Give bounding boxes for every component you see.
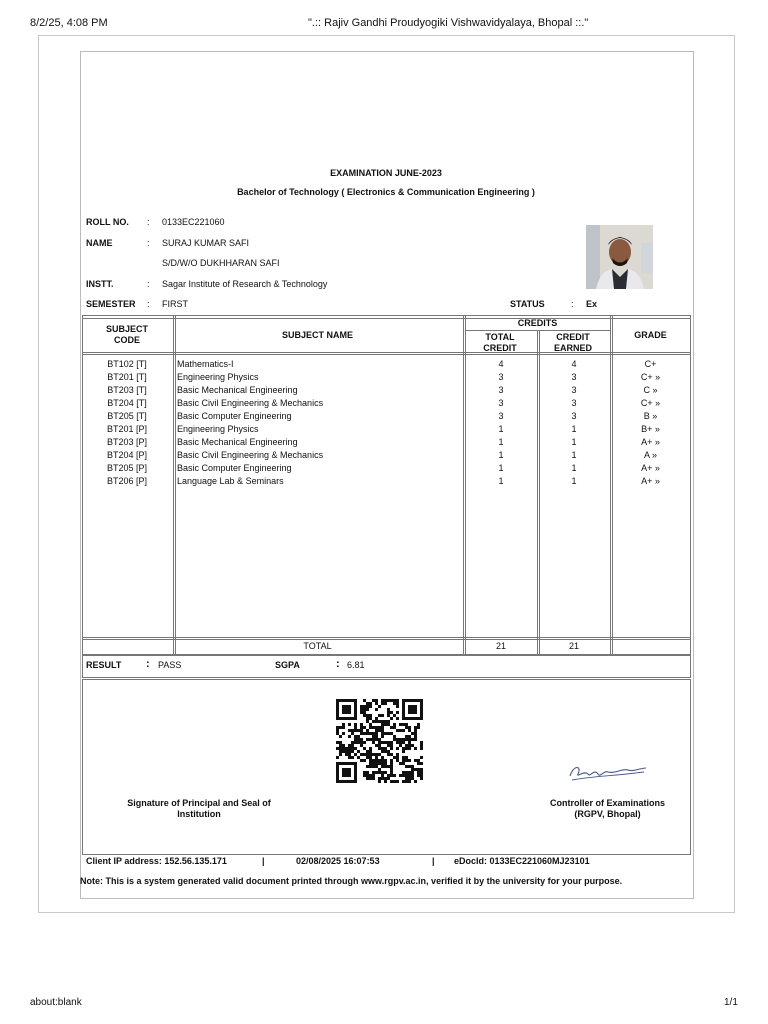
row-subject-name: Basic Mechanical Engineering bbox=[177, 385, 298, 395]
row-credit-earned: 3 bbox=[571, 372, 577, 382]
col-divider bbox=[463, 316, 464, 654]
header-subject-name: SUBJECT NAME bbox=[281, 330, 353, 340]
programme-title: Bachelor of Technology ( Electronics & Communication Engineering ) bbox=[237, 187, 535, 197]
separator: | bbox=[432, 856, 435, 866]
verification-note: Note: This is a system generated valid document printed through www.rgpv.ac.in, verified it by the university for your purpose. bbox=[80, 876, 623, 886]
row-subject-code: BT204 [P] bbox=[106, 450, 148, 460]
sgpa-value: 6.81 bbox=[347, 660, 365, 670]
row-grade: A » bbox=[643, 450, 657, 460]
row-credit-earned: 3 bbox=[571, 398, 577, 408]
total-credit: 21 bbox=[495, 641, 506, 651]
row-subject-name: Basic Computer Engineering bbox=[177, 463, 292, 473]
col-divider bbox=[175, 316, 176, 654]
institute-name: Sagar Institute of Research & Technology bbox=[162, 279, 328, 289]
row-credit-earned: 3 bbox=[571, 411, 577, 421]
colon: : bbox=[147, 238, 150, 248]
colon: : bbox=[336, 658, 340, 670]
row-grade: C+ bbox=[644, 359, 657, 369]
row-total-credit: 3 bbox=[498, 372, 504, 382]
row-grade: B » bbox=[643, 411, 658, 421]
row-subject-name: Language Lab & Seminars bbox=[177, 476, 284, 486]
col-divider bbox=[173, 316, 174, 654]
student-name: SURAJ KUMAR SAFI bbox=[162, 238, 250, 248]
total-earned: 21 bbox=[568, 641, 579, 651]
row-subject-code: BT201 [T] bbox=[107, 372, 147, 382]
controller-caption-line1: Controller of Examinations bbox=[549, 798, 665, 808]
name-label: NAME bbox=[86, 238, 113, 248]
result-value: PASS bbox=[158, 660, 182, 670]
colon: : bbox=[571, 299, 574, 309]
principal-signature-caption: Signature of Principal and Seal of Institution bbox=[127, 798, 271, 819]
row-subject-name: Mathematics-I bbox=[177, 359, 234, 369]
row-subject-code: BT203 [T] bbox=[107, 385, 147, 395]
row-total-credit: 1 bbox=[498, 476, 504, 486]
row-divider bbox=[465, 330, 610, 331]
total-label: TOTAL bbox=[303, 641, 332, 651]
header-grade: GRADE bbox=[634, 330, 667, 340]
exam-title: EXAMINATION JUNE-2023 bbox=[330, 168, 442, 178]
row-subject-name: Engineering Physics bbox=[177, 424, 259, 434]
row-subject-code: BT201 [P] bbox=[106, 424, 148, 434]
qr-code bbox=[336, 699, 424, 783]
row-credit-earned: 3 bbox=[571, 385, 577, 395]
header-total-credit: TOTAL CREDIT bbox=[483, 332, 517, 353]
separator: | bbox=[262, 856, 265, 866]
header-subject-code: SUBJECT CODE bbox=[105, 324, 148, 345]
status-label: STATUS bbox=[510, 299, 545, 309]
row-total-credit: 1 bbox=[498, 463, 504, 473]
roll-label: ROLL NO. bbox=[86, 217, 129, 227]
semester-value: FIRST bbox=[162, 299, 188, 309]
row-total-credit: 4 bbox=[498, 359, 504, 369]
sgpa-label: SGPA bbox=[275, 660, 300, 670]
col-divider bbox=[610, 316, 611, 654]
roll-number: 0133EC221060 bbox=[162, 217, 225, 227]
row-total-credit: 1 bbox=[498, 437, 504, 447]
row-grade: C+ » bbox=[640, 398, 661, 408]
row-subject-code: BT205 [P] bbox=[106, 463, 148, 473]
colon: : bbox=[147, 217, 150, 227]
row-total-credit: 1 bbox=[498, 424, 504, 434]
row-total-credit: 3 bbox=[498, 411, 504, 421]
row-subject-name: Basic Computer Engineering bbox=[177, 411, 292, 421]
row-divider bbox=[83, 637, 690, 638]
print-page-number: 1/1 bbox=[724, 997, 738, 1008]
row-grade: A+ » bbox=[641, 463, 660, 473]
print-footer-url: about:blank bbox=[30, 997, 82, 1008]
row-grade: B+ » bbox=[641, 424, 660, 434]
colon: : bbox=[147, 279, 150, 289]
row-grade: C+ » bbox=[640, 372, 661, 382]
parent-name: S/D/W/O DUKHHARAN SAFI bbox=[162, 258, 280, 268]
row-subject-name: Basic Civil Engineering & Mechanics bbox=[177, 450, 324, 460]
student-photo bbox=[586, 225, 653, 289]
result-label: RESULT bbox=[86, 660, 122, 670]
row-grade: A+ » bbox=[641, 476, 660, 486]
edoc-id: eDocId: 0133EC221060MJ23101 bbox=[454, 856, 590, 866]
status-value: Ex bbox=[586, 299, 598, 309]
print-title: ".:: Rajiv Gandhi Proudyogiki Vishwavidyalaya, Bhopal ::." bbox=[308, 17, 589, 29]
row-subject-code: BT205 [T] bbox=[107, 411, 147, 421]
row-total-credit: 1 bbox=[498, 450, 504, 460]
row-credit-earned: 1 bbox=[571, 450, 577, 460]
colon: : bbox=[146, 658, 150, 670]
row-divider bbox=[83, 639, 690, 640]
header-credits: CREDITS bbox=[517, 318, 558, 328]
institute-label: INSTT. bbox=[86, 279, 114, 289]
row-grade: A+ » bbox=[641, 437, 660, 447]
row-subject-code: BT102 [T] bbox=[107, 359, 147, 369]
row-credit-earned: 4 bbox=[571, 359, 577, 369]
header-credit-earned: CREDIT EARNED bbox=[553, 332, 592, 353]
row-credit-earned: 1 bbox=[571, 463, 577, 473]
print-datetime: 8/2/25, 4:08 PM bbox=[30, 17, 108, 29]
row-subject-code: BT206 [P] bbox=[106, 476, 148, 486]
row-total-credit: 3 bbox=[498, 398, 504, 408]
row-subject-name: Basic Mechanical Engineering bbox=[177, 437, 298, 447]
controller-signature bbox=[564, 760, 650, 784]
print-timestamp: 02/08/2025 16:07:53 bbox=[296, 856, 380, 866]
row-credit-earned: 1 bbox=[571, 476, 577, 486]
row-total-credit: 3 bbox=[498, 385, 504, 395]
client-ip: Client IP address: 152.56.135.171 bbox=[86, 856, 227, 866]
row-subject-code: BT203 [P] bbox=[106, 437, 148, 447]
row-credit-earned: 1 bbox=[571, 437, 577, 447]
row-divider bbox=[83, 354, 690, 355]
controller-caption-line2: (RGPV, Bhopal) bbox=[574, 809, 641, 819]
semester-label: SEMESTER bbox=[86, 299, 136, 309]
row-grade: C » bbox=[643, 385, 658, 395]
row-credit-earned: 1 bbox=[571, 424, 577, 434]
colon: : bbox=[147, 299, 150, 309]
row-subject-code: BT204 [T] bbox=[107, 398, 147, 408]
row-subject-name: Engineering Physics bbox=[177, 372, 259, 382]
row-subject-name: Basic Civil Engineering & Mechanics bbox=[177, 398, 324, 408]
